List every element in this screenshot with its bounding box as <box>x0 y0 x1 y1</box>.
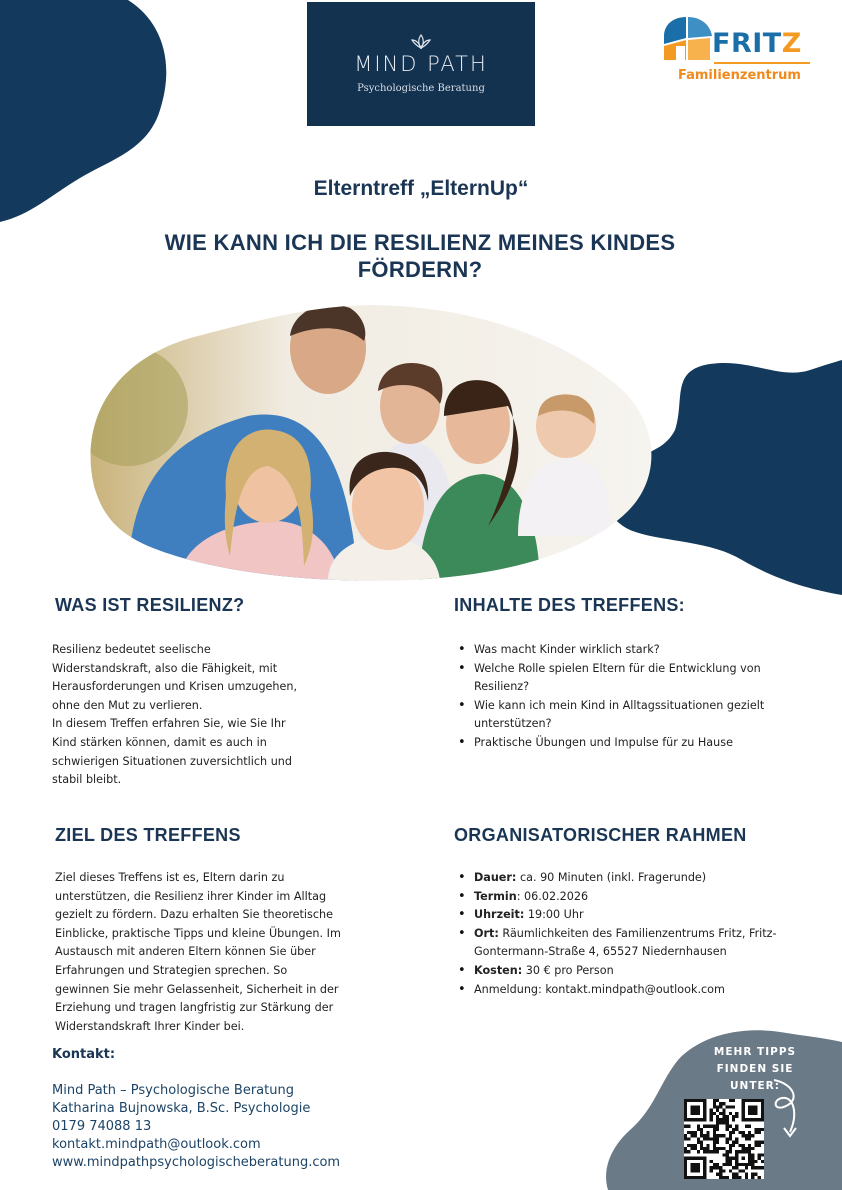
list-item: • Welche Rolle spielen Eltern für die Entwicklung von Resilienz? <box>454 660 784 697</box>
section-body-was-ist-resilienz <box>52 641 392 790</box>
section-title-rahmen: ORGANISATORISCHER RAHMEN <box>454 825 747 845</box>
list-item-uhrzeit: • Uhrzeit: 19:00 Uhr <box>454 906 799 925</box>
list-item-kosten: • Kosten: 30 € pro Person <box>454 962 799 981</box>
list-item-termin: • Termin: 06.02.2026 <box>454 888 799 907</box>
list-item: • Wie kann ich mein Kind in Alltagssituationen gezielt unterstützen? <box>454 697 784 734</box>
text-line: Erziehung und tragen langfristig zur Stärkung der <box>55 1001 334 1015</box>
family-photo <box>88 296 658 581</box>
qr-code[interactable] <box>684 1099 764 1179</box>
list-item: • Praktische Übungen und Impulse für zu Hause <box>454 734 784 753</box>
list-item-dauer: • Dauer: ca. 90 Minuten (inkl. Fragerunde) <box>454 869 799 888</box>
lotus-icon <box>410 34 432 50</box>
section-title-inhalte: INHALTE DES TREFFENS: <box>454 595 685 615</box>
event-subtitle: Elterntreff „ElternUp“ <box>313 177 529 200</box>
text-line: Austausch mit anderen Eltern können Sie über <box>55 945 316 959</box>
list-item: • Was macht Kinder wirklich stark? <box>454 641 784 660</box>
section-title-was-ist-resilienz: WAS IST RESILIENZ? <box>55 595 245 615</box>
curved-arrow-icon <box>764 1076 804 1142</box>
text-line: stabil bleibt. <box>52 773 122 787</box>
text-line: Erfahrungen und Strategien sprechen. So <box>55 963 288 977</box>
mindpath-logo-subtitle: Psychologische Beratung <box>357 83 485 94</box>
text-line: Kind stärken können, damit es auch in <box>52 735 267 749</box>
fritz-logo-subtitle: Familienzentrum <box>678 68 801 83</box>
section-body-ziel <box>55 869 415 1036</box>
rahmen-list <box>454 869 799 999</box>
text-line: ohne den Mut zu verlieren. <box>52 698 203 712</box>
fritz-logo-underline <box>714 62 810 64</box>
contact-phone[interactable]: 0179 74088 13 <box>52 1119 152 1134</box>
contact-person: Katharina Bujnowska, B.Sc. Psychologie <box>52 1101 311 1116</box>
text-line: Einblicke, praktische Tipps und kleine Übungen. Im <box>55 926 341 940</box>
list-item-ort: • Ort: Räumlichkeiten des Familienzentrums Fritz, Fritz-Gontermann-Straße 4, 65527 Niedernhausen <box>454 925 799 962</box>
contact-label: Kontakt: <box>52 1047 116 1062</box>
text-line: Widerstandskraft Ihrer Kinder bei. <box>55 1019 245 1033</box>
text-line: unterstützen, die Resilienz ihrer Kinder im Alltag <box>55 889 327 903</box>
mindpath-logo <box>307 2 535 126</box>
list-item-anmeldung: • Anmeldung: kontakt.mindpath@outlook.com <box>454 981 799 1000</box>
text-line: Widerstandskraft, also die Fähigkeit, mit <box>52 661 278 675</box>
contact-email[interactable]: kontakt.mindpath@outlook.com <box>52 1137 261 1152</box>
contact-block <box>52 1082 432 1172</box>
text-line: Herausforderungen und Krisen umzugehen, <box>52 680 298 694</box>
fritz-logo-name: FRITZ <box>712 28 802 59</box>
text-line: gewinnen Sie mehr Gelassenheit, Sicherheit in der <box>55 982 339 996</box>
page-headline: WIE KANN ICH DIE RESILIENZ MEINES KINDES FÖRDERN? <box>164 230 676 282</box>
contact-website[interactable]: www.mindpathpsychologischeberatung.com <box>52 1155 341 1170</box>
section-title-ziel: ZIEL DES TREFFENS <box>55 825 241 845</box>
more-tips-label: MEHR TIPPS FINDEN SIE UNTER: <box>713 1046 797 1092</box>
fritz-logo <box>658 12 818 90</box>
text-line: Ziel dieses Treffens ist es, Eltern darin zu <box>55 871 285 884</box>
house-icon <box>660 14 714 64</box>
mindpath-logo-name: MIND PATH <box>354 52 488 76</box>
text-line: gezielt zu fördern. Dazu erhalten Sie theoretische <box>55 908 333 922</box>
contact-org: Mind Path – Psychologische Beratung <box>52 1083 294 1098</box>
text-line: In diesem Treffen erfahren Sie, wie Sie Ihr <box>52 717 286 731</box>
inhalte-list <box>454 641 784 753</box>
text-line: schwierigen Situationen zuversichtlich und <box>52 754 292 768</box>
text-line: Resilienz bedeutet seelische <box>52 643 211 656</box>
